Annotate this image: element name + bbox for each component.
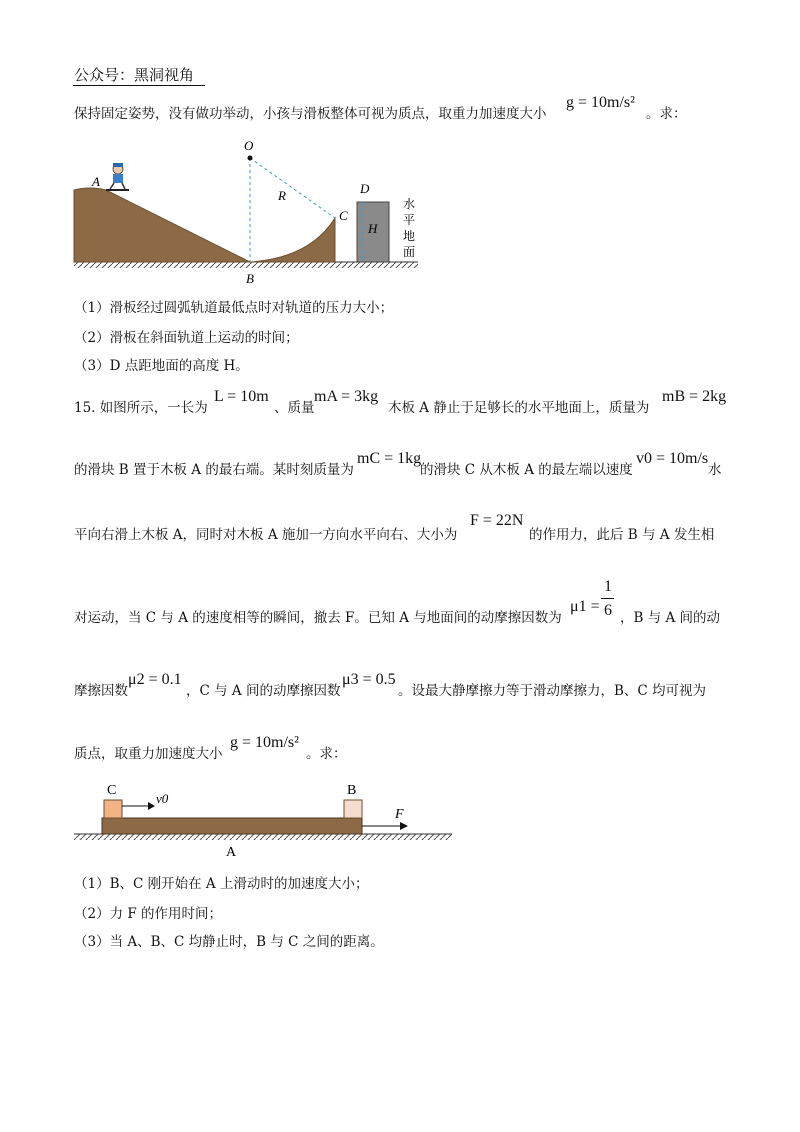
label-v0: v0 xyxy=(156,791,169,806)
side-label-char-3: 地 xyxy=(403,229,416,243)
incline-track xyxy=(74,188,250,262)
q15-line2-part-c: 水 xyxy=(708,462,722,478)
q15-line2-part-b: 的滑块 C 从木板 A 的最左端以速度 xyxy=(420,462,633,478)
q15-mass-C: mC = 1kg xyxy=(357,450,422,467)
q15-line4-part-a: 对运动，当 C 与 A 的速度相等的瞬间，撤去 F。已知 A 与地面间的动摩擦因数为 xyxy=(74,610,562,626)
q15-line5-part-a: 摩擦因数 xyxy=(74,683,128,699)
ground-hatching xyxy=(74,834,452,840)
q15-line6-part-b: 。求： xyxy=(306,746,347,762)
q15-sub-question-3: （3）当 A、B、C 均静止时，B 与 C 之间的距离。 xyxy=(74,934,384,950)
q15-gravity-equation: g = 10m/s² xyxy=(230,734,299,751)
block-B xyxy=(344,800,362,818)
force-arrowhead xyxy=(400,822,408,830)
side-label-char-2: 平 xyxy=(403,213,416,227)
ground-hatching xyxy=(74,262,418,268)
board-A xyxy=(102,818,362,834)
q15-length-L: L = 10m xyxy=(214,388,269,405)
q15-line3-part-a: 平向右滑上木板 A，同时对木板 A 施加一方向水平向右、大小为 xyxy=(74,527,458,543)
watermark-underline xyxy=(73,85,205,86)
q15-mu1-denominator: 6 xyxy=(604,602,612,619)
q15-line4-part-b: ，B 与 A 间的动 xyxy=(620,610,721,626)
block-C xyxy=(104,800,122,818)
q15-line1-part-b: 、质量 xyxy=(274,400,315,416)
q15-velocity-v0: v0 = 10m/s xyxy=(636,450,709,467)
q15-mu2: μ2 = 0.1 xyxy=(128,671,182,688)
q14-sub-question-3: （3）D 点距地面的高度 H。 xyxy=(74,358,249,374)
label-D: D xyxy=(360,181,370,196)
q15-mu1-lhs: μ1 = xyxy=(570,598,600,615)
label-B: B xyxy=(347,783,357,798)
q14-intro: 保持固定姿势，没有做功举动，小孩与滑板整体可视为质点，取重力加速度大小 xyxy=(74,106,547,122)
q15-line5-part-c: 。设最大静摩擦力等于滑动摩擦力，B、C 均可视为 xyxy=(398,683,707,699)
q15-mu3: μ3 = 0.5 xyxy=(342,671,396,688)
label-B: B xyxy=(246,271,254,286)
label-F: F xyxy=(395,807,404,822)
label-C: C xyxy=(339,208,348,223)
q14-track-figure xyxy=(70,138,430,288)
q15-force-F: F = 22N xyxy=(470,512,524,529)
q15-board-figure xyxy=(70,772,460,864)
q14-gravity-equation: g = 10m/s² xyxy=(566,94,635,111)
q15-sub-question-1: （1）B、C 刚开始在 A 上滑动时的加速度大小； xyxy=(74,876,369,892)
q14-sub-question-1: （1）滑板经过圆弧轨道最低点时对轨道的压力大小； xyxy=(74,300,394,316)
q15-line1-part-a: 15. 如图所示，一长为 xyxy=(74,400,208,416)
side-label-char-4: 面 xyxy=(403,245,416,259)
label-A: A xyxy=(92,174,100,189)
q14-ask: 。求： xyxy=(646,106,687,122)
velocity-arrowhead xyxy=(148,802,155,810)
q15-mass-A: mA = 3kg xyxy=(314,388,379,405)
label-C: C xyxy=(107,783,117,798)
label-H: H xyxy=(368,221,378,236)
watermark-text: 公众号：黑洞视角 xyxy=(74,66,195,84)
q15-line1-part-c: 木板 A 静止于足够长的水平地面上，质量为 xyxy=(388,400,650,416)
label-A: A xyxy=(226,845,237,860)
q15-line5-part-b: ，C 与 A 间的动摩擦因数 xyxy=(186,683,341,699)
q15-line2-part-a: 的滑块 B 置于木板 A 的最右端。某时刻质量为 xyxy=(74,462,354,478)
arc-track xyxy=(250,218,335,262)
radius-OC-line xyxy=(250,158,335,218)
q14-sub-question-2: （2）滑板在斜面轨道上运动的时间； xyxy=(74,330,299,346)
center-point-O xyxy=(248,156,253,161)
side-label-char-1: 水 xyxy=(403,197,416,211)
q15-mu1-numerator: 1 xyxy=(604,578,612,595)
label-R: R xyxy=(278,188,286,203)
q15-mu1-fraction-bar xyxy=(601,598,614,599)
q15-line3-part-b: 的作用力，此后 B 与 A 发生相 xyxy=(529,527,715,543)
q15-sub-question-2: （2）力 F 的作用时间； xyxy=(74,906,223,922)
label-O: O xyxy=(244,138,254,153)
child-skateboarder xyxy=(106,163,129,190)
q15-mass-B: mB = 2kg xyxy=(662,388,727,405)
q15-line6-part-a: 质点，取重力加速度大小 xyxy=(74,746,223,762)
